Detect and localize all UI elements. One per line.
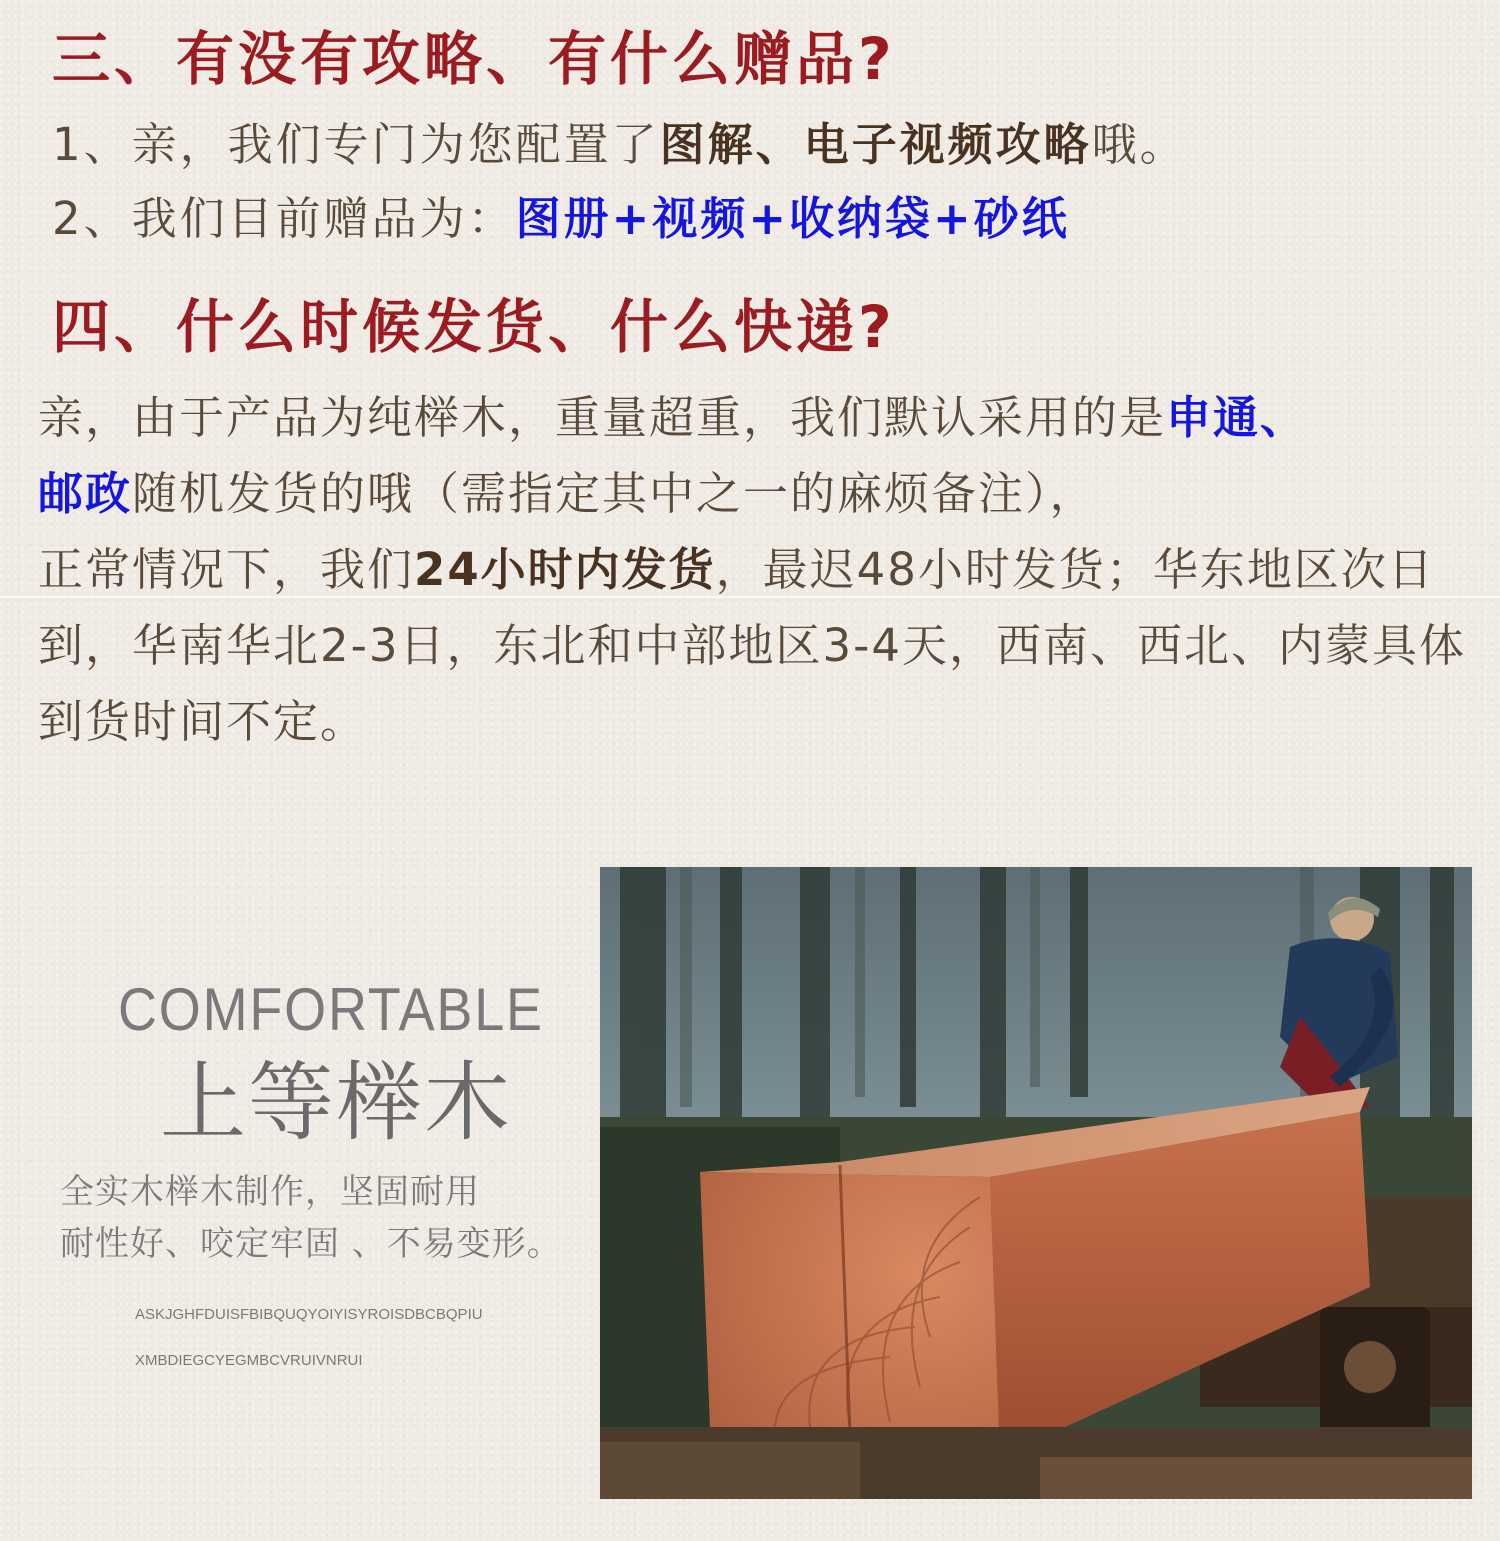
section4-heading: 四、什么时候发货、什么快递? [52, 293, 896, 361]
courier-youzheng: 邮政 [38, 467, 133, 520]
shipping-normal: 正常情况下，我们 [38, 543, 415, 596]
decorative-text-line2: XMBDIEGCYEGMBCVRUIVNRUI [135, 1352, 363, 1369]
courier-shentong: 申通、 [1166, 391, 1308, 444]
feature-cn-title: 上等榉木 [160, 1053, 512, 1153]
shipping-time: 24小时内发货 [414, 543, 716, 596]
decorative-text-line1: ASKJGHFDUISFBIBQUQYOIYISYROISDBCBQPIU [135, 1306, 483, 1323]
shipping-paragraph [38, 380, 1478, 760]
feature-desc-line2: 耐性好、咬定牢固 、不易变形。 [60, 1224, 562, 1264]
guide-line-bold: 图解、电子视频攻略 [659, 118, 1092, 171]
feature-desc-line1: 全实木榉木制作，坚固耐用 [60, 1172, 480, 1212]
guide-line [52, 118, 1188, 171]
gift-line [52, 192, 1070, 245]
guide-line-prefix: 1、亲，我们专门为您配置了 [52, 118, 660, 171]
shipping-random: 随机发货的哦（需指定其中之一的麻烦备注）， [132, 467, 1097, 520]
gift-line-prefix: 2、我们目前赠品为： [52, 192, 516, 245]
section3-heading: 三、有没有攻略、有什么赠品? [52, 25, 896, 93]
feature-en-title: COMFORTABLE [118, 976, 544, 1043]
background-seam [0, 596, 1500, 598]
guide-line-suffix: 哦。 [1091, 118, 1188, 171]
gift-list: 图册+视频+收纳袋+砂纸 [515, 192, 1070, 245]
timber-photo [600, 867, 1472, 1499]
shipping-rest: ，最迟48小时发货；华东地区次日到，华南华北2-3日，东北和中部地区3-4天，西南、西北、内蒙具体到货时间不定。 [38, 543, 1466, 748]
shipping-intro: 亲，由于产品为纯榉木，重量超重，我们默认采用的是 [38, 391, 1167, 444]
